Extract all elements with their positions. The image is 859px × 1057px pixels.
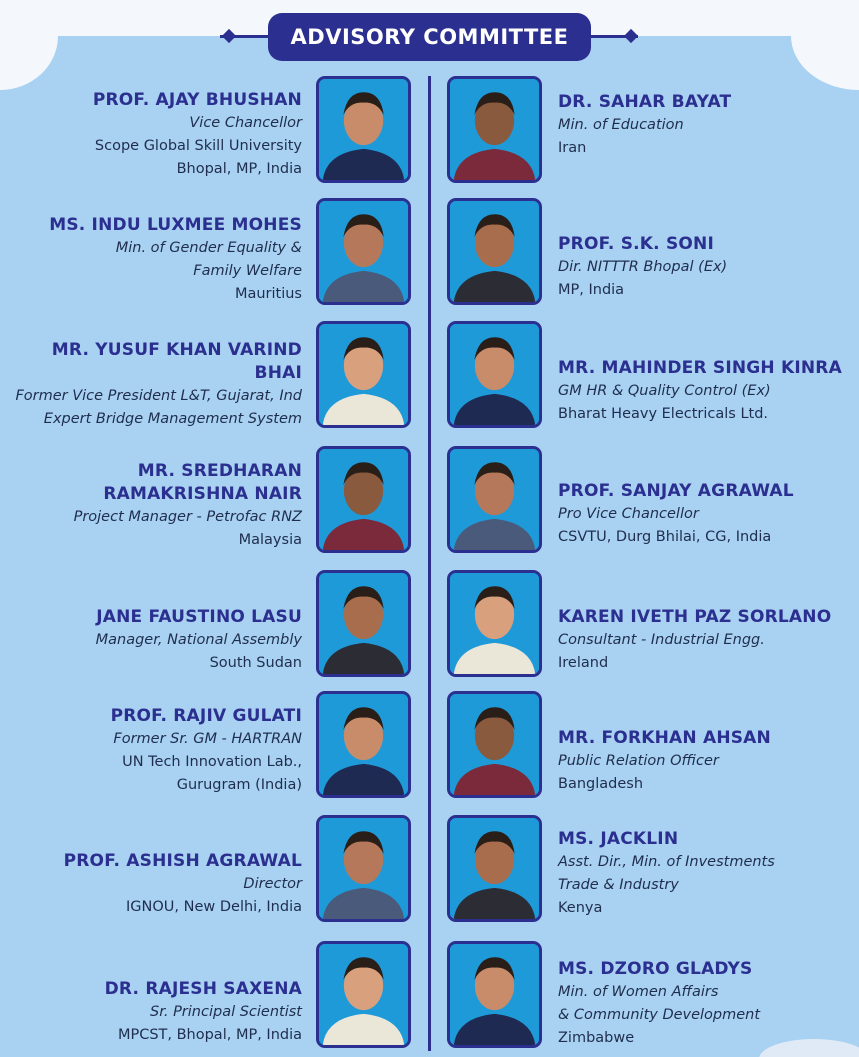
member-info [558, 91, 853, 160]
member-name: PROF. ASHISH AGRAWAL [63, 851, 302, 871]
member-location: CSVTU, Durg Bhilai, CG, India [558, 529, 772, 545]
page-title: ADVISORY COMMITTEE [290, 25, 569, 49]
member-role: Trade & Industry [558, 877, 679, 893]
member-location: UN Tech Innovation Lab., [122, 754, 302, 770]
member-location: Iran [558, 140, 587, 156]
person-silhouette-icon [447, 815, 542, 922]
person-silhouette-icon [447, 941, 542, 1048]
member-role: Min. of Education [558, 117, 684, 133]
member-location: Bhopal, MP, India [176, 161, 302, 177]
member-location: Ireland [558, 655, 609, 671]
member-role: Min. of Gender Equality & [115, 240, 302, 256]
member-name: KAREN IVETH PAZ SORLANO [558, 607, 832, 627]
person-silhouette-icon [316, 691, 411, 798]
member-location: Bangladesh [558, 776, 644, 792]
person-silhouette-icon [316, 570, 411, 677]
member-role: Min. of Women Affairs [558, 984, 719, 1000]
member-location: Scope Global Skill University [94, 138, 302, 154]
person-silhouette-icon [316, 76, 411, 183]
member-name: PROF. AJAY BHUSHAN [92, 90, 302, 110]
person-silhouette-icon [447, 446, 542, 553]
member-location: Malaysia [238, 532, 302, 548]
member-name: MR. MAHINDER SINGH KINRA [558, 358, 842, 378]
person-silhouette-icon [447, 691, 542, 798]
person-silhouette-icon [447, 321, 542, 428]
member-info [558, 480, 853, 549]
member-role: Family Welfare [193, 263, 302, 279]
person-silhouette-icon [316, 321, 411, 428]
member-role: Sr. Principal Scientist [150, 1004, 302, 1020]
person-silhouette-icon [316, 815, 411, 922]
member-info [558, 233, 853, 302]
member-role: GM HR & Quality Control (Ex) [558, 383, 771, 399]
member-name: DR. RAJESH SAXENA [104, 979, 302, 999]
member-role: Project Manager - Petrofac RNZ [73, 509, 302, 525]
member-info [0, 978, 302, 1047]
member-name: PROF. SANJAY AGRAWAL [558, 481, 794, 501]
member-role: & Community Development [558, 1007, 761, 1023]
member-info [0, 339, 302, 431]
member-info [558, 828, 853, 920]
member-info [558, 606, 853, 675]
member-role: Asst. Dir., Min. of Investments [558, 854, 775, 870]
member-name: MR. SREDHARAN RAMAKRISHNA NAIR [103, 461, 302, 504]
person-silhouette-icon [316, 446, 411, 553]
member-name: MS. DZORO GLADYS [558, 959, 753, 979]
member-role: Director [243, 876, 302, 892]
member-info [0, 460, 302, 552]
header-banner [268, 13, 591, 61]
member-name: DR. SAHAR BAYAT [558, 92, 732, 112]
member-role: Vice Chancellor [189, 115, 302, 131]
member-location: South Sudan [209, 655, 302, 671]
member-name: PROF. S.K. SONI [558, 234, 714, 254]
member-role: Dir. NITTTR Bhopal (Ex) [558, 259, 728, 275]
member-info [0, 214, 302, 306]
member-location: Mauritius [234, 286, 302, 302]
member-info [0, 850, 302, 919]
member-location: Gurugram (India) [176, 777, 302, 793]
member-role: Former Vice President L&T, Gujarat, Ind [15, 388, 302, 404]
person-silhouette-icon [316, 941, 411, 1048]
member-location: Kenya [558, 900, 603, 916]
member-role: Consultant - Industrial Engg. [558, 632, 765, 648]
member-name: MR. FORKHAN AHSAN [558, 728, 771, 748]
person-silhouette-icon [447, 570, 542, 677]
member-info [558, 357, 853, 426]
member-info [0, 705, 302, 797]
column-divider [428, 76, 431, 1051]
member-location: IGNOU, New Delhi, India [126, 899, 302, 915]
member-location: Zimbabwe [558, 1030, 635, 1046]
member-info [558, 958, 853, 1050]
person-silhouette-icon [447, 76, 542, 183]
member-role: Manager, National Assembly [95, 632, 302, 648]
person-silhouette-icon [447, 198, 542, 305]
member-name: MS. JACKLIN [558, 829, 679, 849]
member-role: Pro Vice Chancellor [558, 506, 699, 522]
member-name: MS. INDU LUXMEE MOHES [49, 215, 302, 235]
person-silhouette-icon [316, 198, 411, 305]
member-location: MPCST, Bhopal, MP, India [117, 1027, 302, 1043]
member-info [0, 606, 302, 675]
member-name: JANE FAUSTINO LASU [96, 607, 302, 627]
member-role: Public Relation Officer [558, 753, 719, 769]
member-location: MP, India [558, 282, 625, 298]
member-role: Expert Bridge Management System [43, 411, 302, 427]
member-name: MR. YUSUF KHAN VARIND BHAI [51, 340, 302, 383]
member-info [558, 727, 853, 796]
member-info [0, 89, 302, 181]
member-location: Bharat Heavy Electricals Ltd. [558, 406, 769, 422]
member-name: PROF. RAJIV GULATI [110, 706, 302, 726]
member-role: Former Sr. GM - HARTRAN [113, 731, 302, 747]
